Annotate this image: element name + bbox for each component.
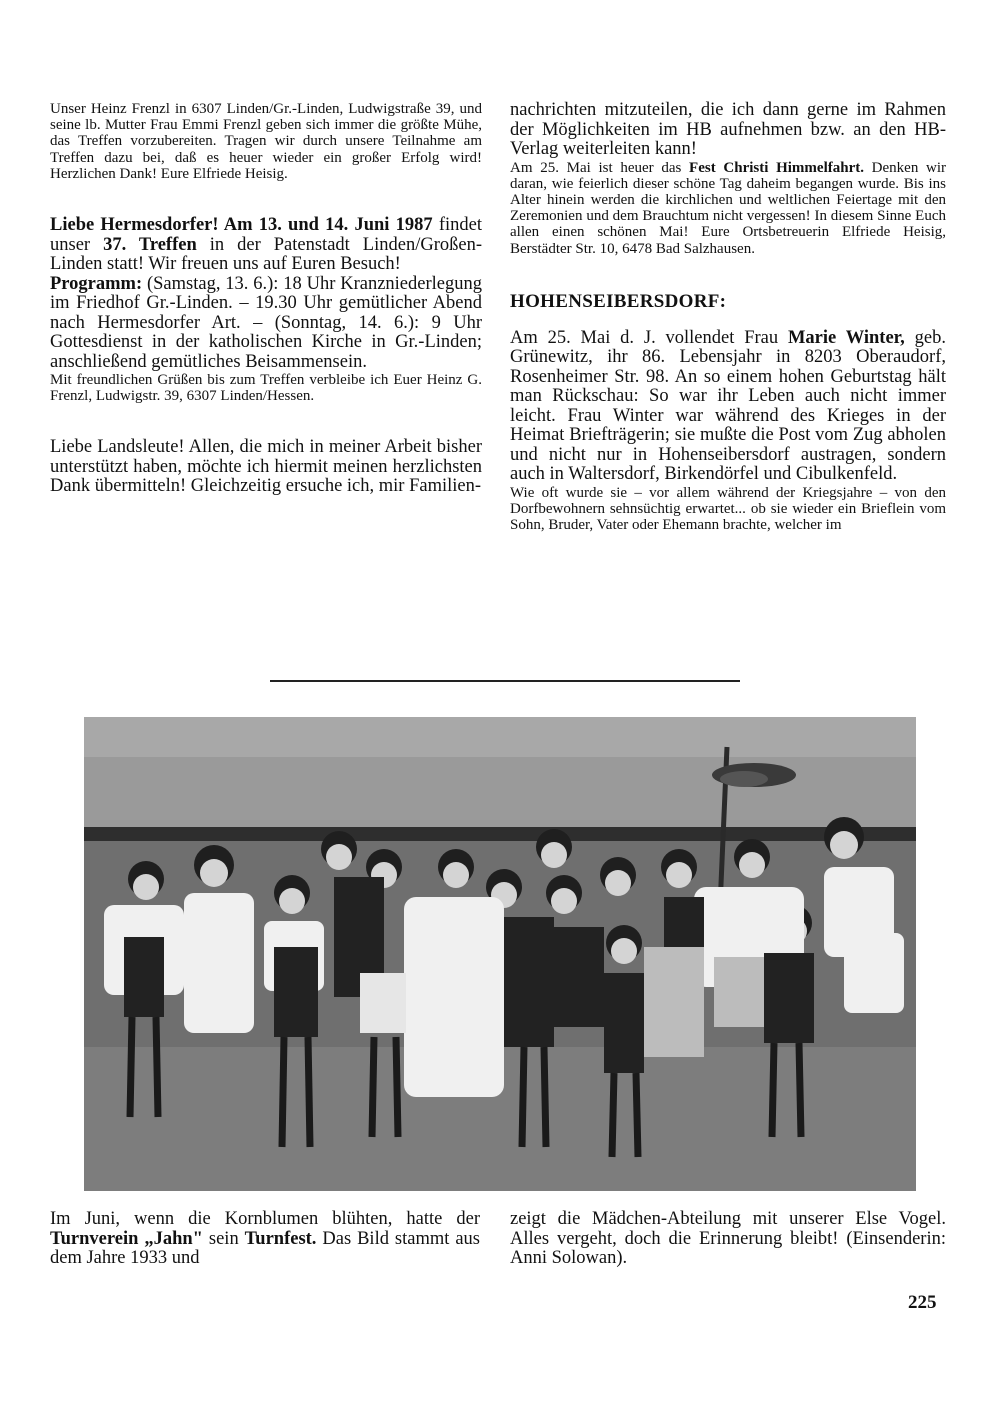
paragraph-treffen-announcement: Liebe Hermesdorfer! Am 13. und 14. Juni 1987 findet unser 37. Treffen in der Patenstadt Linden/Großen-Linden statt! Wir freuen uns auf Euren Besuch!	[50, 215, 483, 275]
paragraph-landsleute: Liebe Landsleute! Allen, die mich in meiner Arbeit bisher unterstützt haben, möchte ich hiermit meinen herzlichsten Dank übermitteln! Gleichzeitig ersuche ich, mir Familien-	[50, 437, 482, 497]
turnverein-bold: Turnverein „Jahn"	[50, 1228, 203, 1249]
treffen-number-bold: 37. Treffen	[103, 234, 197, 255]
turnfest-bold: Turnfest.	[244, 1228, 317, 1249]
paragraph-himmelfahrt: Am 25. Mai ist heuer das Fest Christi Himmelfahrt. Denken wir daran, wie feierlich dieser schöne Tag daheim begangen wurde. Bis ins Alter hinein werden die kirchlichen und weltlichen Feiertage mit den Zeremonien und dem Brauchtum nicht vergessen! In diesem Sinne Euch allen einen schönen Mai! Eure Ortsbetreuerin Elfriede Heisig, Berstädter Str. 10, 6478 Bad Salzhausen.	[510, 159, 947, 257]
paragraph-greetings: Mit freundlichen Grüßen bis zum Treffen verbleibe ich Euer Heinz G. Frenzl, Ludwigstr. 39, 6307 Linden/Hessen.	[50, 372, 482, 405]
himmelfahrt-bold: Fest Christi Himmelfahrt.	[689, 159, 864, 176]
programm-label: Programm:	[50, 273, 143, 294]
photo-caption-right: zeigt die Mädchen-Abteilung mit unserer Else Vogel. Alles vergeht, doch die Erinnerung bleibt! (Einsenderin: Anni Solowan).	[510, 1209, 946, 1268]
paragraph-briefträgerin: Wie oft wurde sie – vor allem während der Kriegsjahre – von den Dorfbewohnern sehnsüchtig erwartet... ob sie wieder ein Brieflein vom Sohn, Bruder, Vater oder Ehemann brachte, welcher im	[510, 484, 946, 534]
paragraph-familiennachrichten: nachrichten mitzuteilen, die ich dann gerne im Rahmen der Möglichkeiten im HB aufnehmen bzw. an den HB-Verlag weiterleiten kann!	[510, 100, 946, 159]
left-column	[50, 101, 482, 497]
paragraph-frenzl-intro: Unser Heinz Frenzl in 6307 Linden/Gr.-Linden, Ludwigstraße 39, und seine lb. Mutter Frau Emmi Frenzl geben sich immer die größte Mühe, das Treffen vorzubereiten. Tragen wir durch unsere Teilnahme am Treffen dazu bei, daß es heuer wieder ein großer Erfolg wird! Herzlichen Dank! Eure Elfriede Heisig.	[50, 101, 482, 182]
section-heading-hohenseibersdorf: HOHENSEIBERSDORF:	[510, 290, 727, 312]
paragraph-marie-winter: Am 25. Mai d. J. vollendet Frau Marie Winter, geb. Grünewitz, ihr 86. Lebensjahr in 8203 Oberaudorf, Rosenheimer Str. 98. An so einem hohen Geburtstag hält man Rückschau: So war ihr Leben auch nicht immer leicht. Frau Winter war während des Krieges in der Heimat Briefträgerin; sie mußte die Post vom Zug abholen und nicht nur in Hohenseibersdorf austragen, sondern auch in Waltersdorf, Birkendörfel und Cibulkenfeld.	[510, 327, 946, 485]
treffen-date-bold: Liebe Hermesdorfer! Am 13. und 14. Juni 1987	[50, 215, 433, 236]
right-column	[510, 101, 946, 533]
section-divider	[270, 680, 740, 682]
page-number: 225	[908, 1292, 937, 1313]
photo-caption-left: Im Juni, wenn die Kornblumen blühten, hatte der Turnverein „Jahn" sein Turnfest. Das Bild stammt aus dem Jahre 1933 und	[50, 1209, 480, 1268]
group-photo-illustration	[84, 717, 916, 1191]
paragraph-programm: Programm: (Samstag, 13. 6.): 18 Uhr Kranzniederlegung im Friedhof Gr.-Linden. – 19.30 Uhr gemütlicher Abend nach Hermesdorfer Art. – (Sonntag, 14. 6.): 9 Uhr Gottesdienst in der katholischen Kirche in Gr.-Linden; anschließend gemütliches Beisammensein.	[50, 273, 482, 372]
marie-winter-bold: Marie Winter,	[787, 327, 905, 348]
group-photo	[84, 717, 916, 1191]
